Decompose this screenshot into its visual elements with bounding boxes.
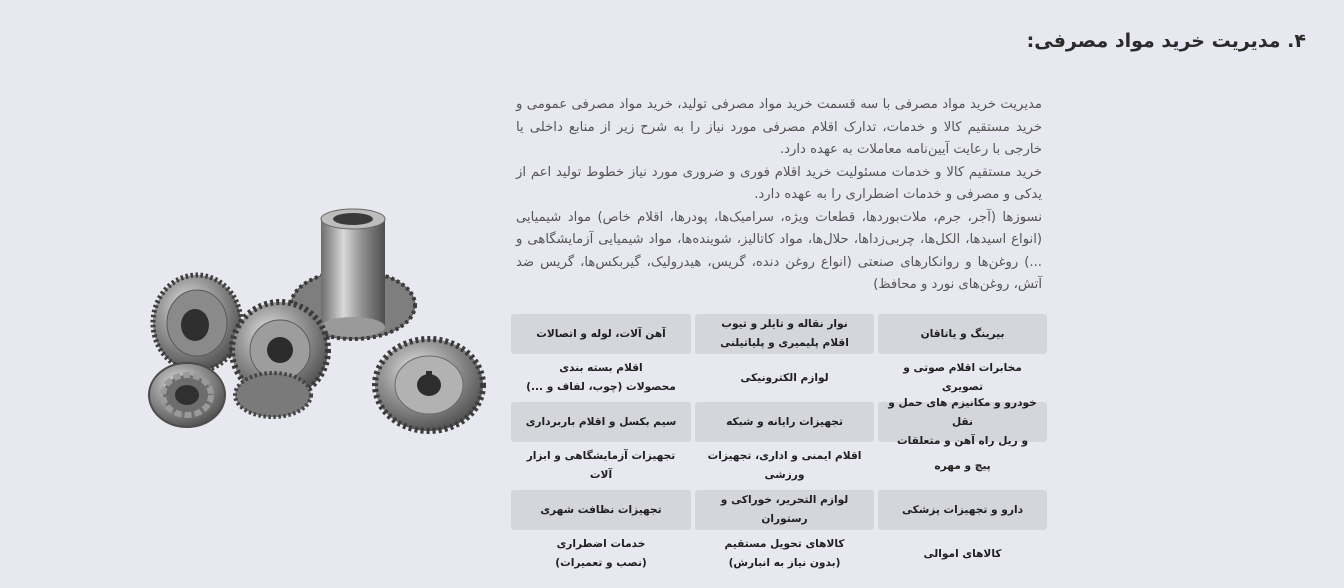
table-cell: مخابرات اقلام صوتی و تصویری: [903, 362, 1022, 393]
helical-gear: [232, 302, 328, 417]
table-cell: دارو و تجهیزات پزشکی: [878, 490, 1047, 530]
table-cell: آهن آلات، لوله و اتصالات: [511, 314, 691, 354]
table-cell: نوار نقاله و تایلر و تیوب اقلام پلیمیری و پلیاتیلنی: [695, 314, 874, 354]
table-cell: تجهیزات نظافت شهری: [511, 490, 691, 530]
section-title: ۴. مدیریت خرید مواد مصرفی:: [1026, 30, 1306, 52]
table-cell: تجهیزات رایانه و شبکه: [695, 402, 874, 442]
table-cell: کالاهای تحویل مستقیم (بدون نیاز به انبارش): [724, 538, 845, 569]
description-paragraph-2: خرید مستقیم کالا و خدمات مسئولیت خرید اقلام فوری و ضروری مورد نیاز خطوط تولید اعم از یدکی و مصرفی و خدمات اضطراری را به عهده دارد.: [516, 164, 1042, 202]
ball-bearing: [149, 363, 225, 427]
gears-image: [145, 205, 490, 445]
table-cell: کالاهای اموالی: [923, 547, 1002, 560]
table-cell: سیم بکسل و اقلام باربرداری: [511, 402, 691, 442]
table-cell: اقلام بسته بندی محصولات (چوب، لفاف و ...): [526, 362, 676, 393]
table-cell: لوازم التحریر، خوراکی و رستوران: [695, 490, 874, 530]
right-gear: [375, 339, 483, 431]
description-paragraph-3: نسوزها (آجر، جرم، ملات‌بوردها، قطعات ویژه، سرامیک‌ها، پودرها، اقلام خاص) مواد شیمیایی (انواع اسیدها، الکل‌ها، چربی‌زداها، حلال‌ها، مواد کاتالیز، شوینده‌ها، مواد شیمیایی آزمایشگاهی و ...) روغن‌ها و روانکارهای صنعتی (انواع روغن دنده، گریس، هیدرولیک، گیربکس‌ها، گریس ضد آتش، روغن‌های نورد و محافظ): [516, 209, 1042, 292]
description-paragraph-1: مدیریت خرید مواد مصرفی با سه قسمت خرید مواد مصرفی تولید، خرید مواد مصرفی عمومی و خرید مستقیم کالا و خدمات، تدارک اقلام مصرفی مورد نیاز را به شرح زیر از منابع داخلی یا خارجی با رعایت آیین‌نامه معاملات به عهده دارد.: [516, 97, 1042, 157]
consumables-table: [515, 314, 1047, 574]
table-cell: خدمات اضطراری (نصب و تعمیرات): [555, 538, 647, 569]
table-cell: خودرو و مکانیزم های حمل و نقل و ریل راه آهن و متعلقات: [878, 402, 1047, 442]
section-description: [516, 94, 1042, 297]
table-cell: بیرینگ و یاتاقان: [878, 314, 1047, 354]
table-cell: پیچ و مهره: [934, 459, 991, 472]
table-cell: اقلام ایمنی و اداری، تجهیزات ورزشی: [707, 450, 862, 481]
table-cell: تجهیزات آزمایشگاهی و ابزار آلات: [526, 450, 676, 481]
table-cell: لوازم الکترونیکی: [740, 371, 829, 384]
left-gear: [153, 275, 241, 371]
